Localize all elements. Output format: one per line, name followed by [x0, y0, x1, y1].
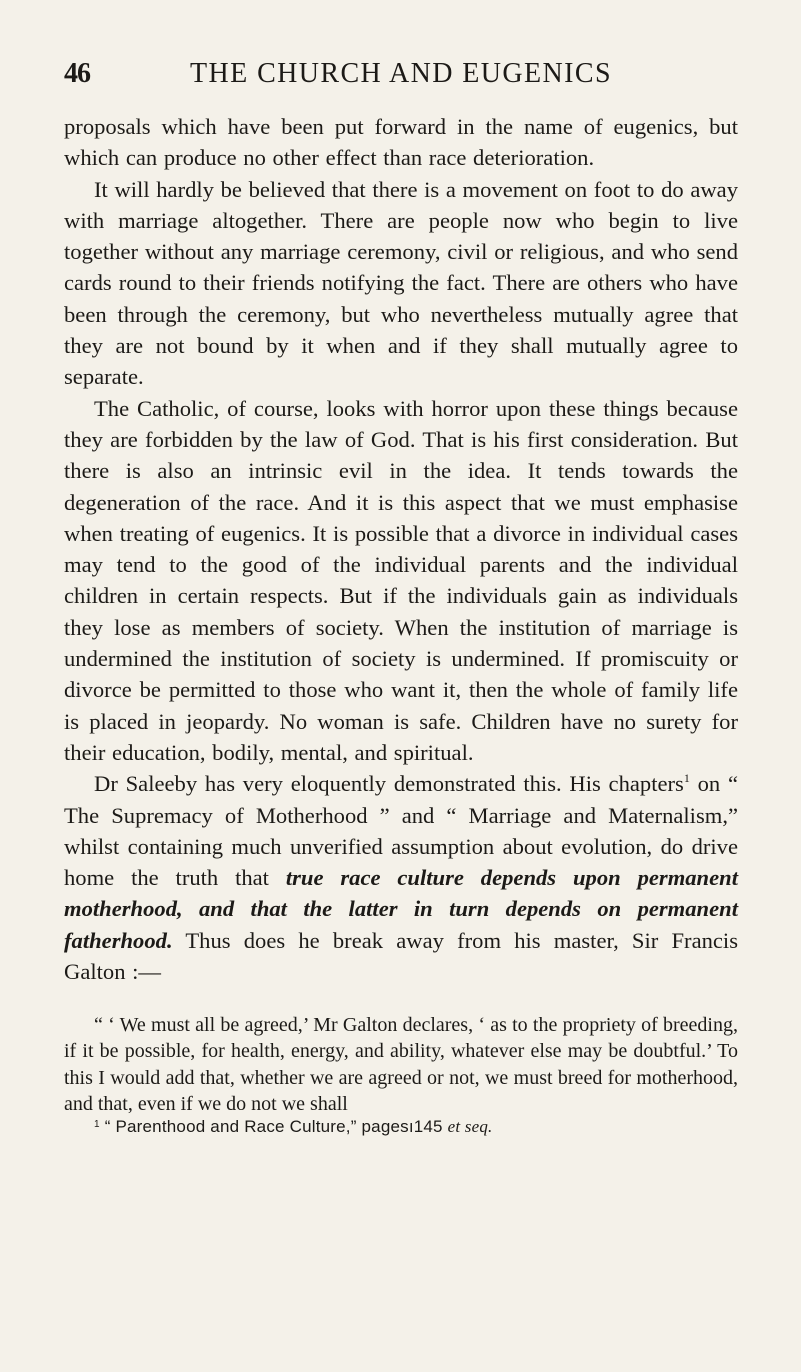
body-text	[64, 111, 738, 987]
page-number: 46	[64, 58, 90, 89]
paragraph-saleeby	[64, 768, 738, 987]
footnote-italic: et seq.	[447, 1117, 493, 1136]
page-header	[64, 58, 738, 98]
paragraph-marriage-movement: It will hardly be believed that there is a movement on foot to do away with marriage altogether. There are people now who begin to live together without any marriage ceremony, civil or religious, and who send cards round to their friends notifying the fact. There are others who have been through the ceremony, but who nevertheless mutually agree that they are not bound by it when and if they shall mutually agree to separate.	[64, 176, 738, 390]
footnote-reference[interactable]: 1	[683, 771, 690, 786]
paragraph-continued: proposals which have been put forward in the name of eugenics, but which can produce no other effect than race deterioration.	[64, 114, 738, 171]
saleeby-italic-thesis: true race culture depends upon permanent motherhood, and that the latter in turn depends on permanent fatherhood.	[64, 865, 738, 953]
saleeby-text-2: on “ The Supremacy of Motherhood ” and “ Marriage and Maternalism,” whilst containing much unverified assumption about evolution, do drive home the truth that	[64, 771, 738, 891]
footnote	[64, 1116, 738, 1138]
galton-quotation: “ ‘ We must all be agreed,’ Mr Galton declares, ‘ as to the propriety of breeding, if it be possible, for health, energy, and ability, whatever else may be doubtful.’ To this I would add that, whether we are agreed or not, we must breed for motherhood, and that, even if we do not we shall	[64, 1014, 738, 1116]
saleeby-text-3: Thus does he break away from his master, Sir Francis Galton :—	[64, 927, 738, 985]
footnote-mark: 1	[94, 1119, 100, 1130]
saleeby-text-1: Dr Saleeby has very eloquently demonstrated this. His chapters	[94, 771, 684, 797]
paragraph-catholic-view: The Catholic, of course, looks with horror upon these things because they are forbidden by the law of God. That is his first consideration. But there is also an intrinsic evil in the idea. It tends towards the degeneration of the race. And it is this aspect that we must emphasise when treating of eugenics. It is possible that a divorce in individual cases may tend to the good of the individual parents and the individual children in certain respects. But if the individuals gain as individuals they lose as members of society. When the institution of marriage is undermined the institution of society is undermined. If promiscuity or divorce be permitted to those who want it, then the whole of family life is placed in jeopardy. No woman is safe. Children have no surety for their education, bodily, mental, and spiritual.	[64, 395, 738, 765]
footnote-text: “ Parenthood and Race Culture,” pagesı145	[99, 1117, 448, 1136]
running-title: THE CHURCH AND EUGENICS	[190, 58, 612, 89]
